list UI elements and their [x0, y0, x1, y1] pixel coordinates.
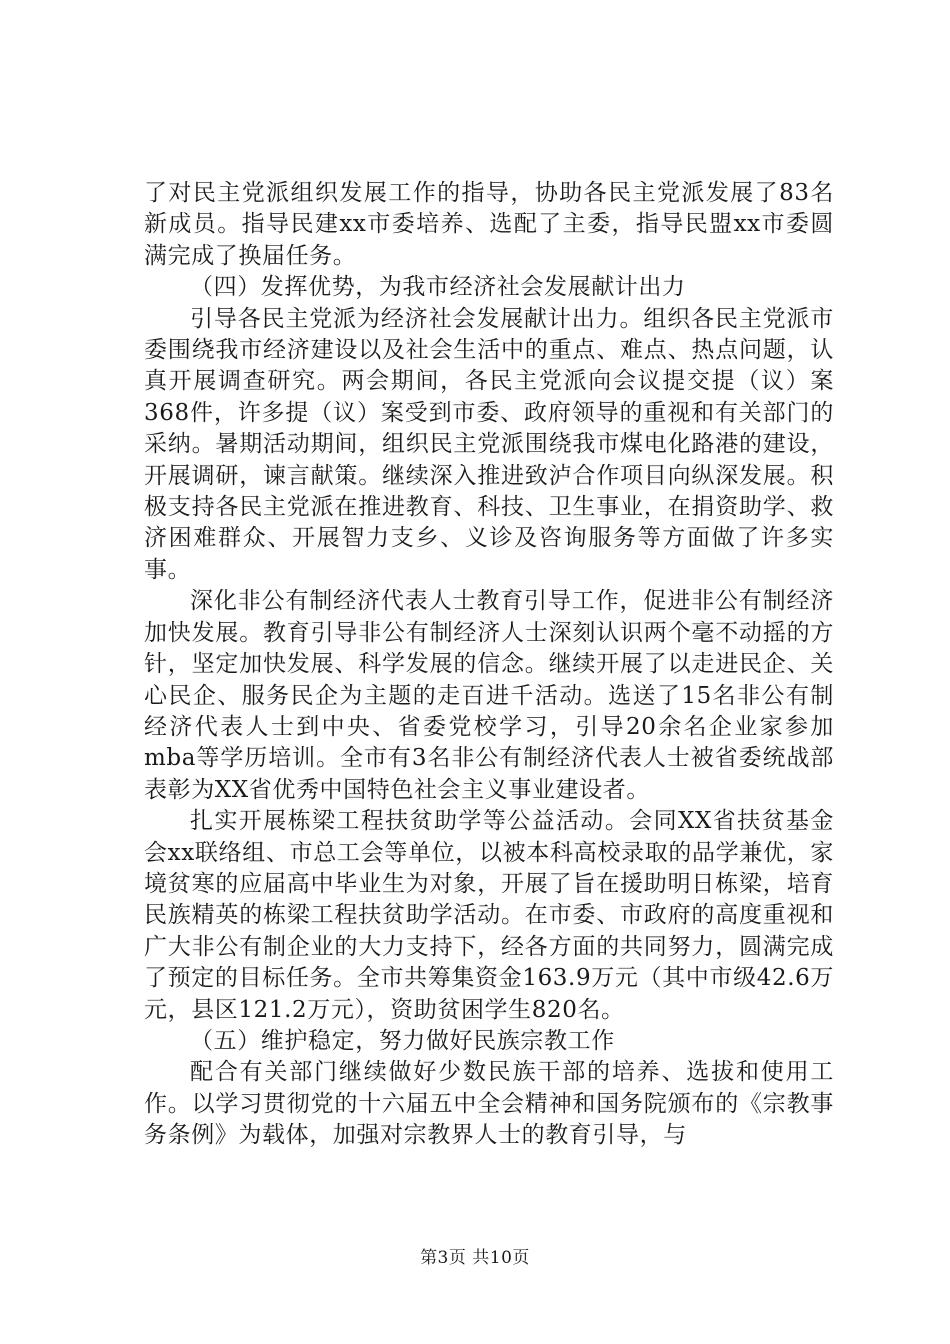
- document-body: [144, 178, 834, 1152]
- section-heading-5: （五）维护稳定，努力做好民族宗教工作: [190, 1027, 615, 1054]
- paragraph-poverty-aid: 扎实开展栋梁工程扶贫助学等公益活动。会同XX省扶贫基金会xx联络组、市总工会等单位，以被本科高校录取的品学兼优，家境贫寒的应届高中毕业生为对象，开展了旨在援助明日栋梁，培育民族精英的栋梁工程扶贫助学活动。在市委、市政府的高度重视和广大非公有制企业的大力支持下，经各方面的共同努力，圆满完成了预定的目标任务。全市共筹集资金163.9万元（其中市级42.6万元，县区121.2万元），资助贫困学生820名。: [144, 808, 834, 1023]
- paragraph-continuation: 了对民主党派组织发展工作的指导，协助各民主党派发展了83名新成员。指导民建xx市委培养、选配了主委，指导民盟xx市委圆满完成了换届任务。: [144, 180, 834, 269]
- paragraph-non-public-economy: 深化非公有制经济代表人士教育引导工作，促进非公有制经济加快发展。教育引导非公有制经济人士深刻认识两个毫不动摇的方针，坚定加快发展、科学发展的信念。继续开展了以走进民企、关心民企、服务民企为主题的走百进千活动。选送了15名非公有制经济代表人士到中央、省委党校学习，引导20余名企业家参加mba等学历培训。全市有3名非公有制经济代表人士被省委统战部表彰为XX省优秀中国特色社会主义事业建设者。: [144, 588, 834, 803]
- section-heading-4: （四）发挥优势，为我市经济社会发展献计出力: [190, 274, 686, 301]
- paragraph-ethnic-religious: 配合有关部门继续做好少数民族干部的培养、选拔和使用工作。以学习贯彻党的十六届五中全会精神和国务院颁布的《宗教事务条例》为载体，加强对宗教界人士的教育引导，与: [144, 1059, 834, 1149]
- paragraph-democratic-parties: 引导各民主党派为经济社会发展献计出力。组织各民主党派市委围绕我市经济建设以及社会生活中的重点、难点、热点问题，认真开展调查研究。两会期间，各民主党派向会议提交提（议）案368件，许多提（议）案受到市委、政府领导的重视和有关部门的采纳。暑期活动期间，组织民主党派围绕我市煤电化路港的建设，开展调研，谏言献策。继续深入推进致泸合作项目向纵深发展。积极支持各民主党派在推进教育、科技、卫生事业，在捐资助学、救济困难群众、开展智力支乡、义诊及咨询服务等方面做了许多实事。: [144, 305, 834, 583]
- page-number-footer: 第3页 共10页: [420, 1248, 530, 1268]
